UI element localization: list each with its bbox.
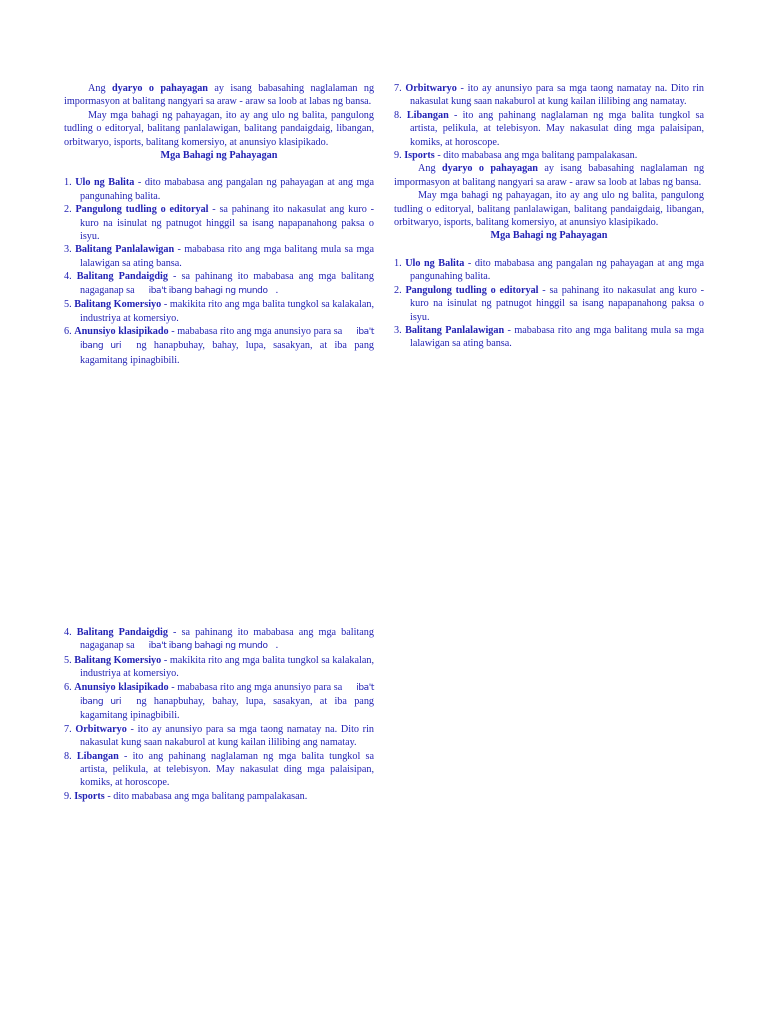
list-item: 4. Balitang Pandaigdig - sa pahinang ito mababasa ang mga balitang nagaganap sa iba't ibang bahagi ng mundo .: [64, 627, 374, 652]
list-item: 1. Ulo ng Balita - dito mababasa ang pangalan ng pahayagan at ang mga pangunahing balita.: [64, 177, 375, 202]
left-column-top: [64, 82, 374, 367]
list-item: 2. Pangulong tudling o editoryal - sa pahinang ito nakasulat ang kuro - kuro na isinulat ng patnugot hinggil sa isang napapanahong paksa o isyu.: [64, 204, 374, 243]
list-item: 8. Libangan - ito ang pahinang naglalaman ng mga balita tungkol sa artista, pelikula, at telebisyon. May nakasulat ding mga palaisipan, komiks, at horoscope.: [64, 750, 375, 789]
list-item: 3. Balitang Panlalawigan - mababasa rito ang mga balitang mula sa mga lalawigan sa ating bansa.: [64, 244, 374, 269]
list-item: 5. Balitang Komersiyo - makikita rito ang mga balita tungkol sa kalakalan, industriya at komersiyo.: [64, 654, 375, 680]
list-item: 6. Anunsiyo klasipikado - mababasa rito ang mga anunsiyo para sa iba't ibang uri ng hanapbuhay, bahay, lupa, sasakyan, at iba pang kagamitang ipinagbibili.: [64, 325, 375, 366]
list-item: 4. Balitang Pandaigdig - sa pahinang ito mababasa ang mga balitang nagaganap sa iba't ibang bahagi ng mundo .: [64, 271, 374, 296]
list-item: 1. Ulo ng Balita - dito mababasa ang pangalan ng pahayagan at ang mga pangunahing balita.: [394, 257, 705, 283]
section-heading: Mga Bahagi ng Pahayagan: [160, 150, 278, 162]
list-item: 7. Orbitwaryo - ito ay anunsiyo para sa mga taong namatay na. Dito rin nakasulat kung saan nakaburol at kung kailan ililibing ang namatay.: [394, 83, 705, 108]
parts-paragraph: May mga bahagi ng pahayagan, ito ay ang ulo ng balita, pangulong tudling o editoryal, balitang panlalawigan, balitang pandaigdaig, libangan, orbitwaryo, isports, balitang komersiyo, at anunsiyo klasipikado.: [64, 109, 374, 148]
left-column-bottom: [64, 626, 374, 803]
list-item: 8. Libangan - ito ang pahinang naglalaman ng mga balita tungkol sa artista, pelikula, at telebisyon. May nakasulat ding mga palaisipan, komiks, at horoscope.: [394, 109, 705, 148]
list-item: 9. Isports - dito mababasa ang mga balitang pampalakasan.: [64, 790, 308, 802]
list-item: 7. Orbitwaryo - ito ay anunsiyo para sa mga taong namatay na. Dito rin nakasulat kung saan nakaburol at kung kailan ililibing ang namatay.: [64, 723, 375, 749]
intro-paragraph: Ang dyaryo o pahayagan ay isang babasahing naglalaman ng impormasyon at balitang nangyari sa araw - araw sa loob at labas ng bansa.: [394, 163, 705, 188]
section-heading: Mga Bahagi ng Pahayagan: [490, 230, 608, 242]
intro-paragraph: Ang dyaryo o pahayagan ay isang babasahing naglalaman ng impormasyon at balitang nangyari sa araw - araw sa loob at labas ng bansa.: [64, 83, 375, 108]
list-item: 2. Pangulong tudling o editoryal - sa pahinang ito nakasulat ang kuro - kuro na isinulat ng patnugot hinggil sa isang napapanahong paksa o isyu.: [394, 284, 704, 323]
list-item: 9. Isports - dito mababasa ang mga balitang pampalakasan.: [394, 150, 638, 162]
right-column: [394, 82, 704, 351]
list-item: 3. Balitang Panlalawigan - mababasa rito ang mga balitang mula sa mga lalawigan sa ating bansa.: [394, 324, 704, 350]
handwritten-text: iba't ibang bahagi ng mundo: [148, 285, 268, 296]
list-item: 5. Balitang Komersiyo - makikita rito ang mga balita tungkol sa kalakalan, industriya at komersiyo.: [64, 299, 375, 324]
handwritten-text: iba't ibang uri: [80, 326, 374, 352]
handwritten-text: iba't ibang uri: [80, 682, 374, 708]
handwritten-text: iba't ibang bahagi ng mundo: [148, 641, 268, 652]
parts-paragraph: May mga bahagi ng pahayagan, ito ay ang ulo ng balita, pangulong tudling o editoryal, balitang panlalawigan, balitang pandaigdaig, libangan, orbitwaryo, isports, balitang komersiyo, at anunsiyo klasipikado.: [394, 190, 704, 229]
list-item: 6. Anunsiyo klasipikado - mababasa rito ang mga anunsiyo para sa iba't ibang uri ng hanapbuhay, bahay, lupa, sasakyan, at iba pang kagamitang ipinagbibili.: [64, 681, 375, 722]
